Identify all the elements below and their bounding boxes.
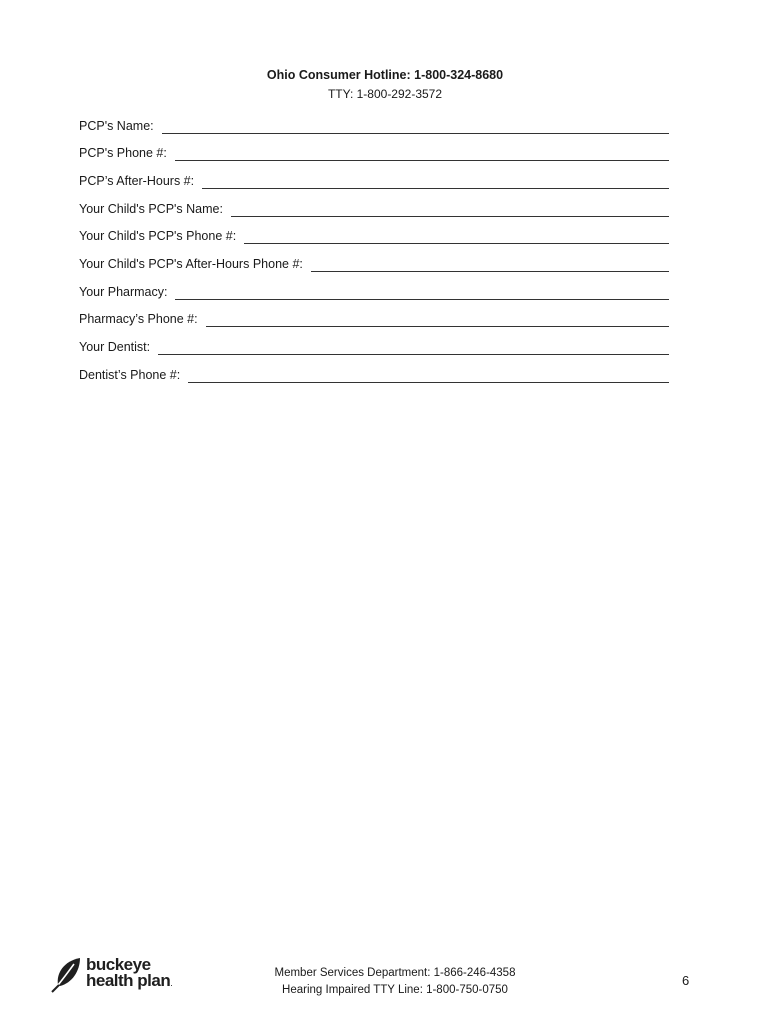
field-pharmacy-phone [79,310,669,327]
field-label: Your Child's PCP's Name: [79,202,223,216]
logo-mark: . [170,978,173,988]
leaf-icon [50,955,84,993]
logo-line1: buckeye [86,955,151,974]
field-label: Pharmacy’s Phone #: [79,312,198,326]
child-pcp-phone-line[interactable] [244,229,669,244]
field-pcp-after-hours [79,172,669,189]
field-label: Your Child's PCP's After-Hours Phone #: [79,257,303,271]
footer-contact [210,965,580,999]
tty-line: Hearing Impaired TTY Line: 1-800-750-0750 [282,984,508,996]
dentist-line[interactable] [158,340,669,355]
field-dentist-phone [79,366,669,383]
field-label: Your Dentist: [79,340,151,354]
pcp-name-line[interactable] [162,119,669,134]
logo-line2: health plan. [86,971,173,990]
buckeye-logo [50,955,172,993]
page-number: 6 [682,973,690,988]
member-services-line: Member Services Department: 1-866-246-4358 [274,967,516,979]
dentist-phone-line[interactable] [188,368,669,383]
field-label: Your Pharmacy: [79,285,168,299]
field-label: PCP's Name: [79,119,154,133]
field-child-pcp-after-hours [79,255,669,272]
pcp-phone-line[interactable] [175,146,669,161]
field-pcp-phone [79,144,669,161]
pharmacy-phone-line[interactable] [206,312,669,327]
field-dentist [79,338,669,355]
field-child-pcp-name [79,200,669,217]
child-pcp-after-hours-line[interactable] [311,257,669,272]
hotline-tty: TTY: 1-800-292-3572 [327,87,443,101]
field-label: Dentist’s Phone #: [79,368,181,382]
field-pharmacy [79,283,669,300]
hotline-title: Ohio Consumer Hotline: 1-800-324-8680 [266,68,504,82]
field-label: PCP’s After-Hours #: [79,174,195,188]
field-pcp-name [79,117,669,134]
field-label: PCP's Phone #: [79,146,167,160]
field-label: Your Child's PCP's Phone #: [79,229,237,243]
pharmacy-line[interactable] [175,285,669,300]
pcp-after-hours-line[interactable] [202,174,669,189]
child-pcp-name-line[interactable] [231,202,669,217]
field-child-pcp-phone [79,227,669,244]
